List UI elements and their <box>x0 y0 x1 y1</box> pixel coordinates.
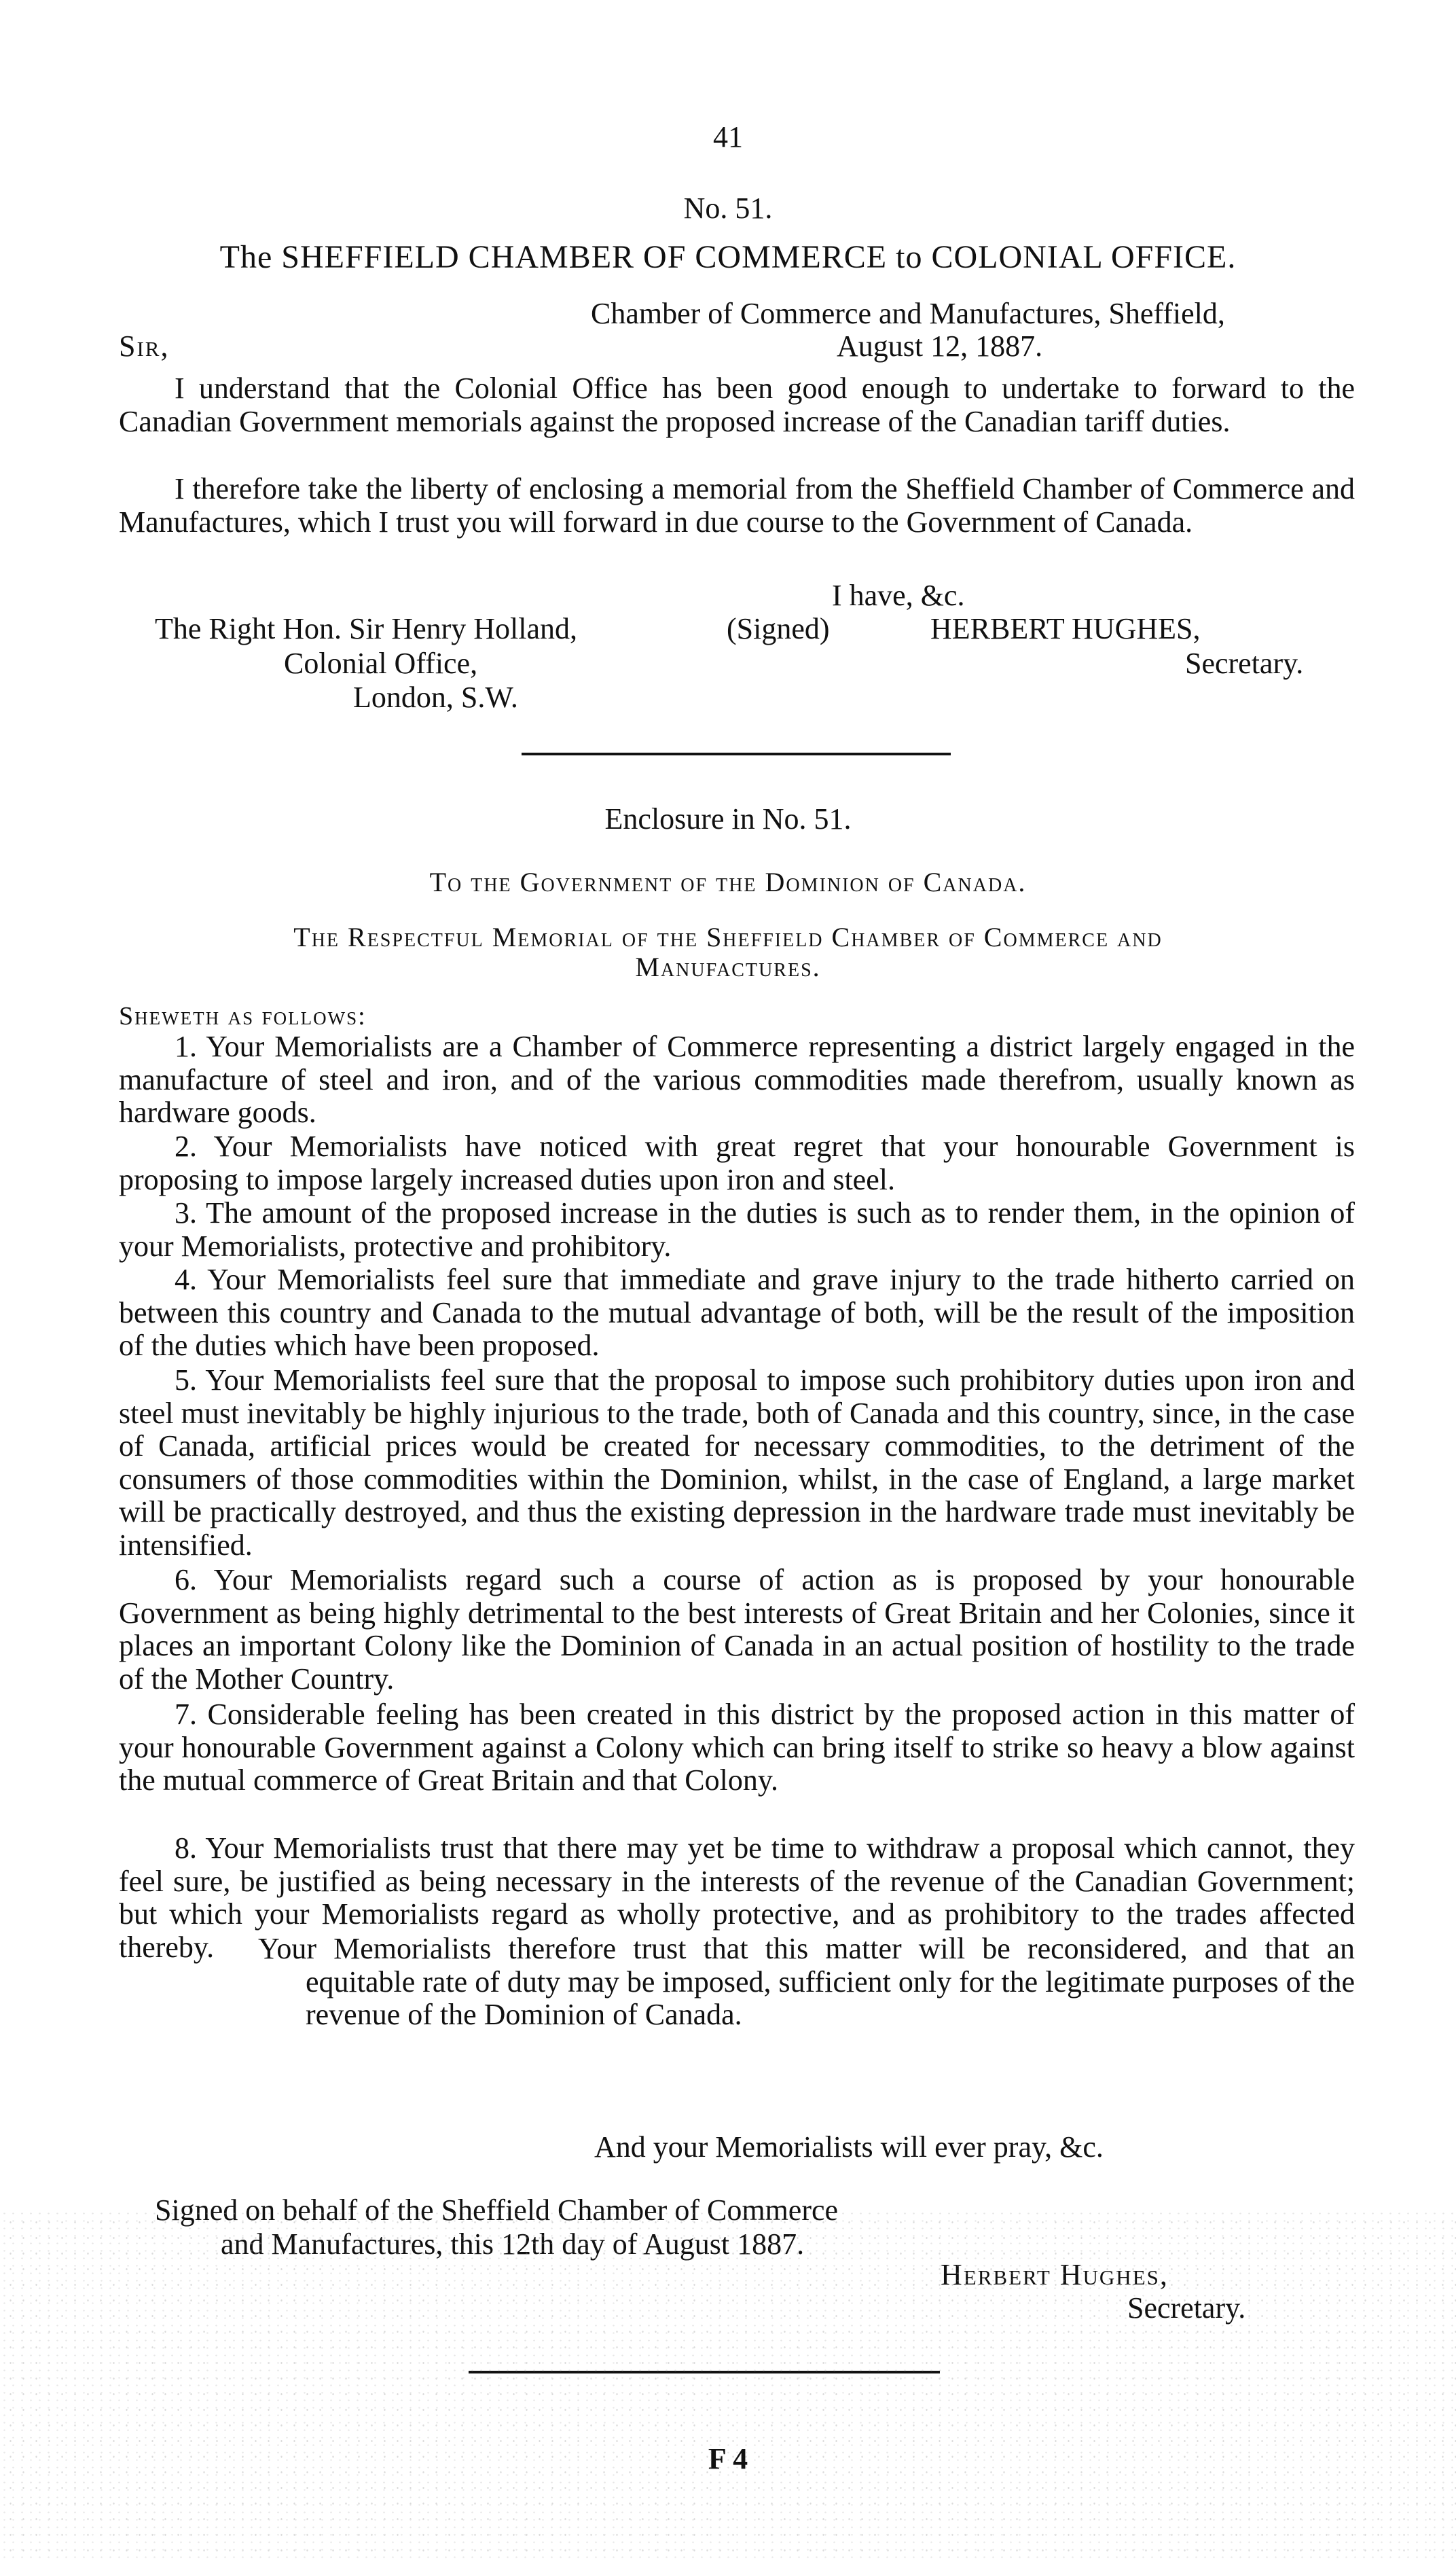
section-divider <box>522 753 951 755</box>
addressee-line-3: London, S.W. <box>353 681 518 714</box>
doc-number: No. 51. <box>683 192 773 225</box>
page-number: 41 <box>713 120 743 154</box>
memorial-point-3: 3. The amount of the proposed increase in the duties is such as to render them, in the opinion of your Memorialists, protective and prohibitory. <box>119 1196 1355 1263</box>
memorial-point-7: 7. Considerable feeling has been created in this district by the proposed action in this matter of your honourable Government against a Colony which can bring itself to strike so heavy a blow against the mutual commerce of Great Britain and that Colony. <box>119 1698 1355 1797</box>
memorial-pray-line: And your Memorialists will ever pray, &c. <box>594 2130 1104 2164</box>
letter-paragraph-2: I therefore take the liberty of enclosing a memorial from the Sheffield Chamber of Commerce and Manufactures, which I trust you will forward in due course to the Government of Canada. <box>119 472 1355 539</box>
addressee-line-1: The Right Hon. Sir Henry Holland, <box>155 612 578 645</box>
memorial-point-4: 4. Your Memorialists feel sure that immediate and grave injury to the trade hitherto carried on between this country and Canada to the mutual advantage of both, will be the result of the imposition of the duties which have been proposed. <box>119 1263 1355 1362</box>
memorial-point-5: 5. Your Memorialists feel sure that the proposal to impose such prohibitory duties upon iron and steel must inevitably be highly injurious to the trade, both of Canada and this country, since, in the case of Canada, artificial prices would be created for necessary commodities, to the detriment of the consumers of those commodities within the Dominion, whilst, in the case of England, a large market will be practically destroyed, and thus the existing depression in the hardware trade must inevitably be intensified. <box>119 1363 1355 1562</box>
memorial-prayer-text: Your Memorialists therefore trust that this matter will be reconsidered, and that an equitable rate of duty may be imposed, sufficient only for the legitimate purposes of the revenue of the Dominion of Canada. <box>258 1932 1355 2031</box>
letter-paragraph-1: I understand that the Colonial Office has been good enough to undertake to forward to the Canadian Government memorials against the proposed increase of the Canadian tariff duties. <box>119 372 1355 438</box>
enclosure-signer: Herbert Hughes, <box>941 2258 1169 2291</box>
enclosure-signer-title: Secretary. <box>1127 2291 1246 2325</box>
signed-label: (Signed) <box>727 612 830 645</box>
memorial-prayer <box>258 1933 1355 2032</box>
memorial-title-line-1: The Respectful Memorial of the Sheffield Chamber of Commerce and <box>293 922 1163 952</box>
letter-signer-title: Secretary. <box>1185 647 1304 680</box>
letter-closing: I have, &c. <box>832 579 965 612</box>
enclosure-heading: Enclosure in No. 51. <box>604 802 852 836</box>
document-title: The SHEFFIELD CHAMBER OF COMMERCE to COLONIAL OFFICE. <box>219 239 1237 275</box>
enclosure-to-line: To the Government of the Dominion of Canada. <box>429 867 1027 897</box>
footer-mark: F 4 <box>708 2442 748 2475</box>
signed-on-behalf-line-1: Signed on behalf of the Sheffield Chamber of Commerce <box>155 2193 839 2227</box>
memorial-point-1: 1. Your Memorialists are a Chamber of Commerce representing a district largely engaged in the manufacture of steel and iron, and of the various commodities made therefrom, usually known as hardware goods. <box>119 1030 1355 1129</box>
letter-signer: HERBERT HUGHES, <box>930 612 1201 645</box>
letter-salutation: Sir, <box>119 329 170 363</box>
signed-on-behalf-line-2: and Manufactures, this 12th day of August 1887. <box>221 2227 805 2261</box>
memorial-title-line-2: Manufactures. <box>635 952 821 982</box>
memorial-point-2: 2. Your Memorialists have noticed with great regret that your honourable Government is proposing to impose largely increased duties upon iron and steel. <box>119 1130 1355 1196</box>
letter-address-line: Chamber of Commerce and Manufactures, Sheffield, <box>591 297 1225 330</box>
paper-speckle-texture <box>0 2210 1456 2563</box>
addressee-line-2: Colonial Office, <box>284 647 478 680</box>
sheweth-heading: Sheweth as follows: <box>119 1002 367 1030</box>
memorial-point-6: 6. Your Memorialists regard such a course of action as is proposed by your honourable Government as being highly detrimental to the best interests of Great Britain and her Colonies, since it places an important Colony like the Dominion of Canada in an actual position of hostility to the trade of the Mother Country. <box>119 1563 1355 1696</box>
letter-date: August 12, 1887. <box>837 329 1043 363</box>
memorial-point-8: 8. Your Memorialists trust that there may yet be time to withdraw a proposal which cannot, they feel sure, be justified as being necessary in the interests of the revenue of the Canadian Government; but which your Memorialists regard as wholly protective, and as prohibitory to the trades affected thereby. <box>119 1831 1355 1964</box>
